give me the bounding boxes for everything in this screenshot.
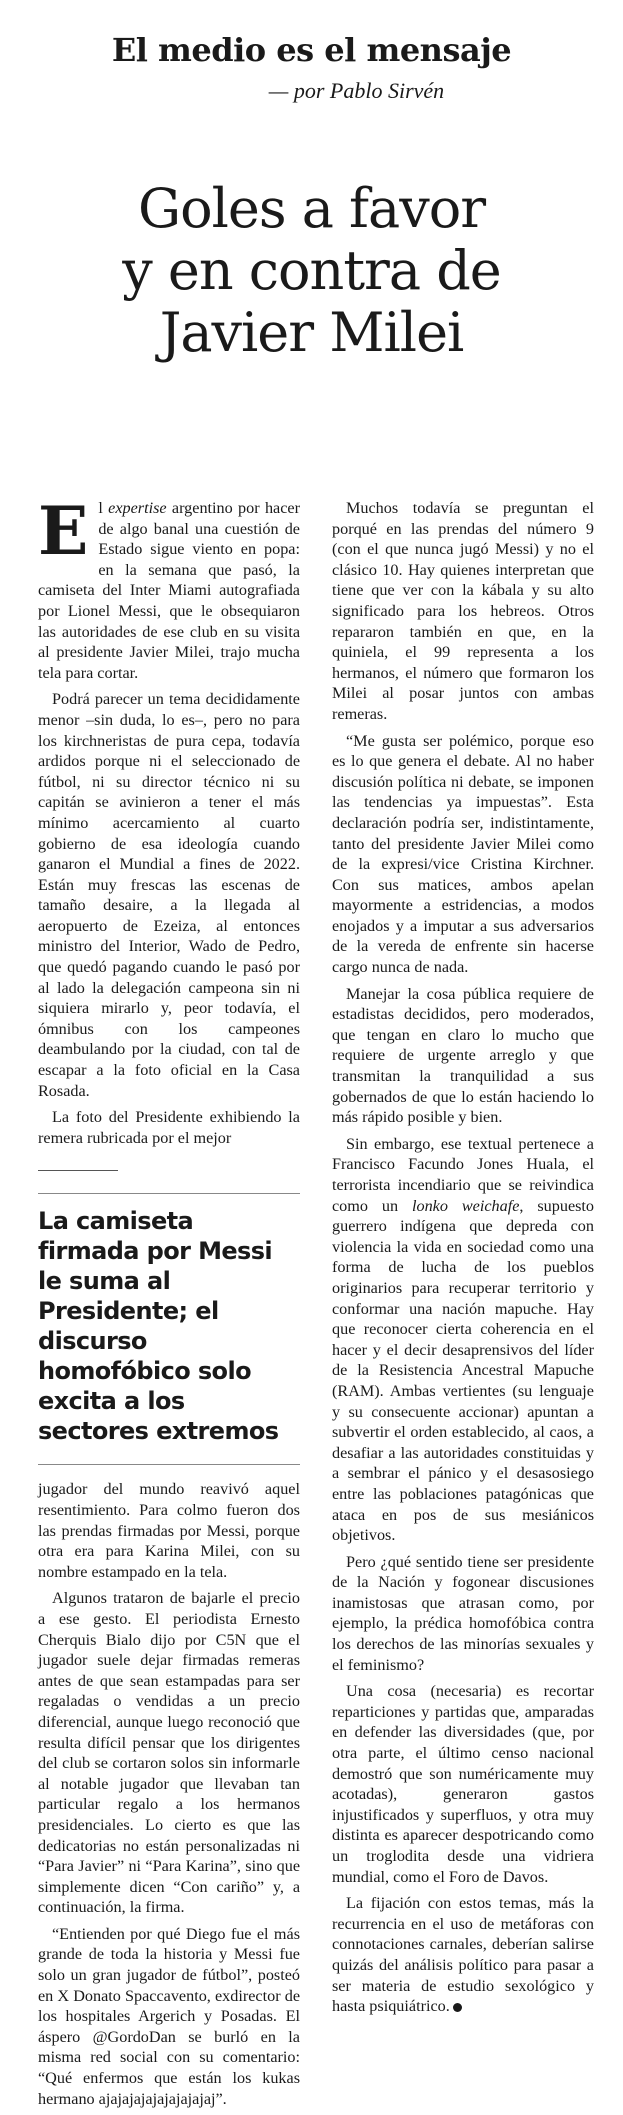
- divider: [38, 1464, 300, 1465]
- paragraph: Pero ¿qué sentido tiene ser presidente de la Nación y fogonear discusiones inamistosas que atrasan como, por ejemplo, la prédica homofóbica contra los derechos de las minorías sexuales y el feminismo?: [332, 1552, 594, 1674]
- paragraph: Sin embargo, ese textual pertenece a Francisco Facundo Jones Huala, el terrorista incendiario que se reivindica como un lonko weichafe, supuesto guerrero indígena que depreda con violencia la vida en sociedad como una forma de lucha de los pueblos originarios para recuperar territorio y conformar una nación mapuche. Hay que reconocer cierta coherencia en el hacer y el decir desaprensivos del líder de la Resistencia Ancestral Mapuche (RAM). Ambas vertientes (su lenguaje y su consecuente accionar) apuntan a subvertir el orden establecido, al caos, a desafiar a las autoridades constituidas y a sembrar el pánico y el desasosiego entre las poblaciones patagónicas que ataca en pos de sus mesiánicos objetivos.: [332, 1134, 595, 1545]
- paragraph: “Me gusta ser polémico, porque eso es lo que genera el debate. Al no haber discusión política ni debate, se imponen las tendencias ya impuestas”. Esta declaración podría ser, indistintamente, tanto del presidente Javier Milei como de la expresi/vice Cristina Kirchner. Con sus matices, ambos apelan mayormente a estridencias, a modos enojados y a imputar a sus adversarios de la vereda de enfrente sin hacerse cargo nunca de nada.: [332, 731, 594, 977]
- byline: — por Pablo Sirvén: [268, 78, 445, 103]
- column-title: El medio es el mensaje: [111, 31, 512, 69]
- headline-line-3: Javier Milei: [159, 301, 464, 364]
- paragraph: “Entienden por qué Diego fue el más grande de toda la historia y Messi fue solo un gran jugador de fútbol”, posteó en X Donato Spaccavento, exdirector de los hospitales Argerich y Posadas. El áspero @GordoDan se burló en la misma red social con su comentario: “Qué enfermos que están los kukas hermano ajajajajajajajajajaj”.: [38, 1924, 300, 2108]
- drop-cap: E: [38, 492, 89, 570]
- paragraph: La fijación con estos temas, más la recurrencia en el uso de metáforas con connotaciones carnales, deberían salirse quizás del análisis político para pasar a ser materia de estudio sexológico y hasta psiquiátrico.: [332, 1894, 594, 2016]
- headline-line-1: Goles a favor: [137, 177, 486, 240]
- divider: [38, 1170, 118, 1171]
- paragraph: Una cosa (necesaria) es recortar reparticiones y partidas que, amparadas en defender las diversidades (que, por otra parte, el último censo nacional demostró que son numéricamente muy acotadas), generaron gastos injustificados y superfluos, y otra muy distinta es aparecer despotricando como un troglodita desde una vidriera mundial, como el Foro de Davos.: [332, 1682, 594, 1886]
- pull-quote: La camiseta firmada por Messi le suma al Presidente; el discurso homofóbico solo excita a los sectores extremos: [38, 1193, 300, 1446]
- headline-line-2: y en contra de: [122, 239, 501, 302]
- left-column: [38, 492, 300, 2115]
- paragraph: Algunos trataron de bajarle el precio a ese gesto. El periodista Ernesto Cherquis Bialo dijo por C5N que el jugador suele dejar firmadas remeras antes de que sean estampadas para ser regaladas o vendidas a un precio diferencial, aunque luego reconoció que resulta difícil pensar que los dirigentes del club se cortaron solos sin informarle al notable jugador que llevaban tan particular regalo a los hermanos presidenciales. Lo cierto es que las dedicatorias no están personalizadas ni “Para Javier” ni “Para Karina”, sino que simplemente dicen “Con cariño” y, a continuación, la firma.: [38, 1589, 300, 1917]
- paragraph: Muchos todavía se preguntan el porqué en las prendas del número 9 (con el que nunca jugó Messi) y no el clásico 10. Hay quienes interpretan que tiene que ver con la kábala y su alto significado para los hebreos. Otros repararon también en que, en la quiniela, el 99 representa a los hermanos, el número que formaron los Milei al posar juntos con ambas remeras.: [332, 499, 594, 723]
- right-column: [332, 498, 594, 2023]
- paragraph: Podrá parecer un tema decididamente menor –sin duda, lo es–, pero no para los kirchneristas de pura cepa, todavía ardidos porque ni el seleccionado de fútbol, ni su director técnico ni su capitán se avinieron a tener el más mínimo acercamiento al cuarto gobierno de esa ideología cuando ganaron el Mundial a fines de 2022. Están muy frescas las escenas de tamaño desaire, a la llegada al aeropuerto de Ezeiza, al entonces ministro del Interior, Wado de Pedro, que quedó pagando cuando le pasó por al lado la delegación campeona sin ni siquiera mirarlo y, peor todavía, el ómnibus con los campeones deambulando por la ciudad, con tal de escapar a la foto oficial en la Casa Rosada.: [38, 690, 300, 1100]
- paragraph: jugador del mundo reavivó aquel resentimiento. Para colmo fueron dos las prendas firmadas por Messi, porque otra era para Karina Milei, con su nombre estampado en la tela.: [38, 1480, 300, 1581]
- paragraph: Manejar la cosa pública requiere de estadistas decididos, pero moderados, que tengan en claro lo mucho que requiere de urgente arreglo y que transmitan la tranquilidad a sus gobernados de que lo están haciendo lo más rápido posible y bien.: [332, 984, 594, 1127]
- headline: [0, 178, 623, 364]
- end-of-article-mark: [453, 2003, 462, 2012]
- paragraph: El expertise argentino por hacer de algo banal una cuestión de Estado sigue viento en popa: en la semana que pasó, la camiseta del Inter Miami autografiada por Lionel Messi, que le obsequiaron las autoridades de ese club en su visita al presidente Javier Milei, trajo mucha tela para cortar.: [38, 492, 300, 682]
- paragraph: La foto del Presidente exhibiendo la remera rubricada por el mejor: [38, 1108, 300, 1147]
- column-header: [0, 30, 623, 70]
